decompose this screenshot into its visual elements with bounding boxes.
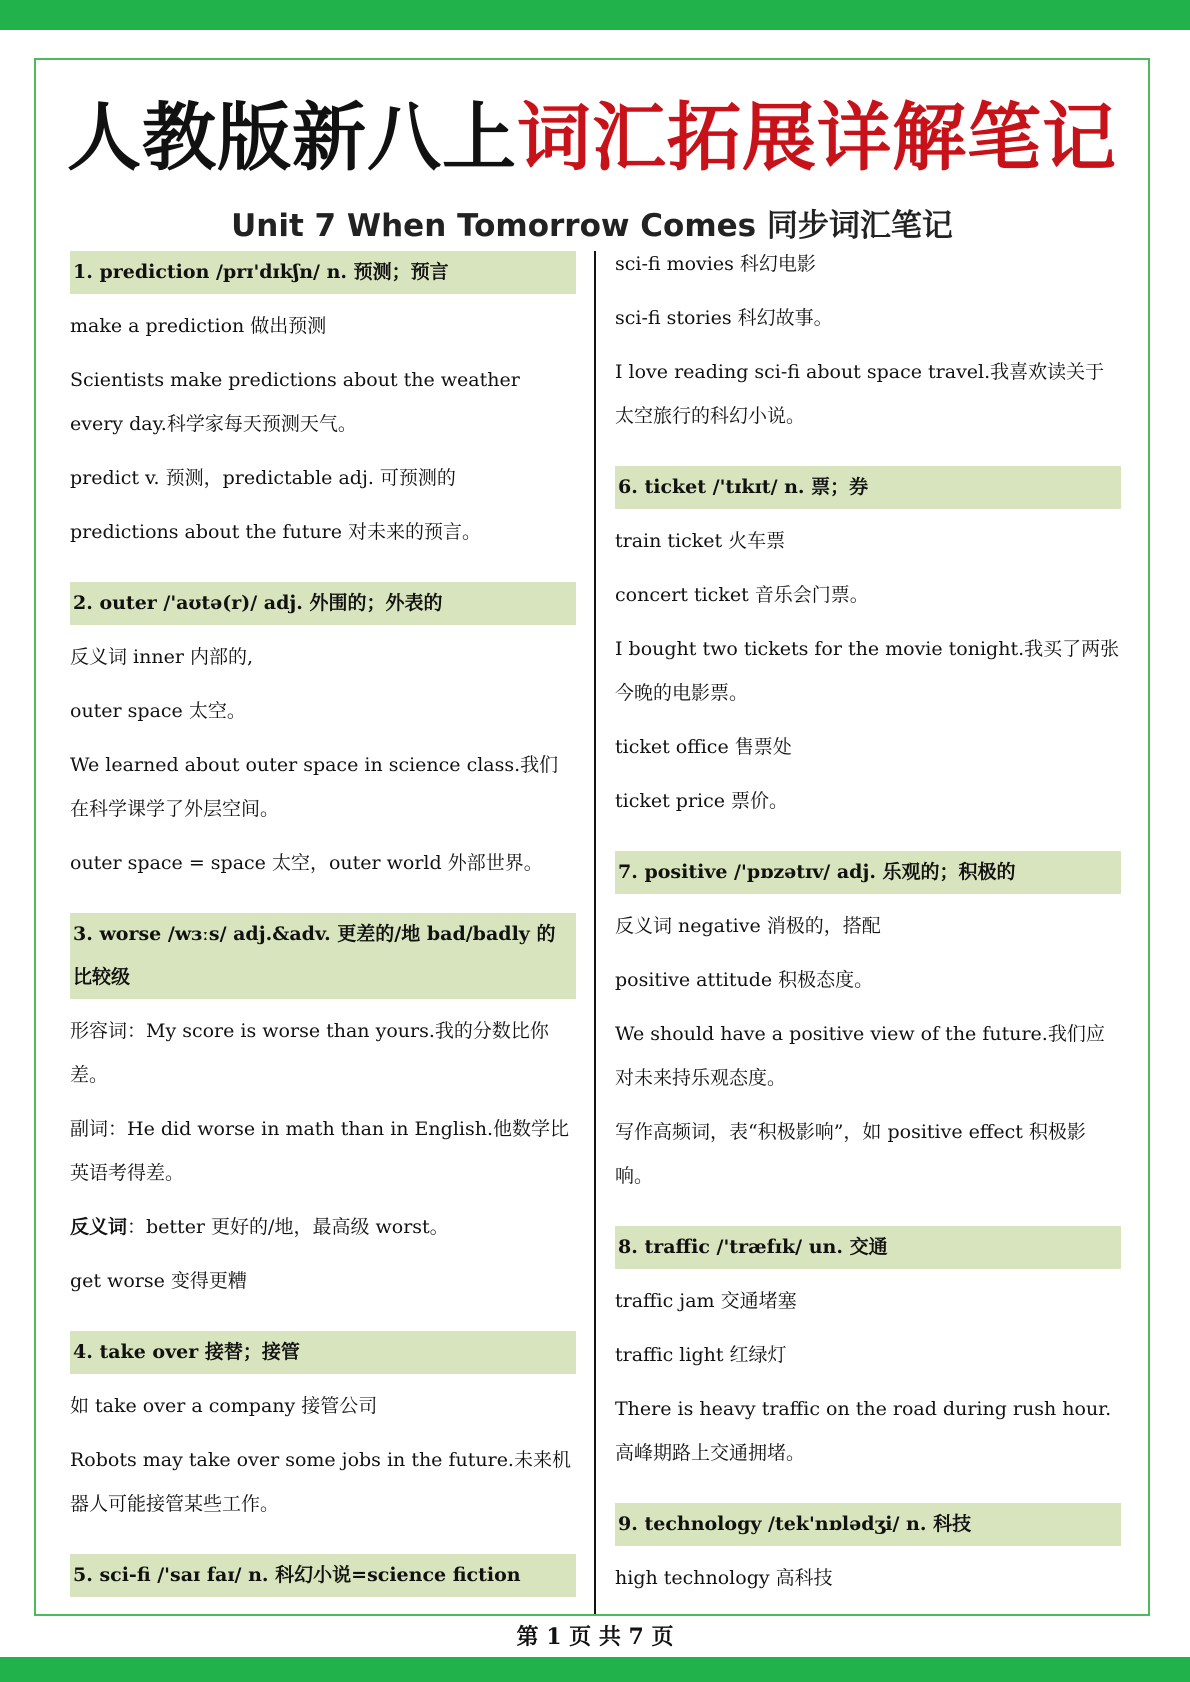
vocab-heading: 5. sci-fi /'saɪ faɪ/ n. 科幻小说=science fiction <box>70 1554 576 1597</box>
vocab-heading: 8. traffic /'træfɪk/ un. 交通 <box>615 1226 1121 1269</box>
note-line: sci-fi movies 科幻电影 <box>615 253 816 275</box>
note-line: traffic light 红绿灯 <box>615 1344 787 1366</box>
column-divider <box>594 251 596 1614</box>
note-line: We learned about outer space in science class.我们在科学课学了外层空间。 <box>70 754 559 820</box>
note-line: concert ticket 音乐会门票。 <box>615 584 869 606</box>
page-title <box>34 88 1150 188</box>
note-line: 如 take over a company 接管公司 <box>70 1395 378 1417</box>
note-line: 反义词 inner 内部的, <box>70 646 253 668</box>
note-line: We should have a positive view of the future.我们应对未来持乐观态度。 <box>615 1023 1105 1089</box>
note-line: 反义词 negative 消极的，搭配 <box>615 915 881 937</box>
note-line: high technology 高科技 <box>615 1567 833 1589</box>
note-line: outer space = space 太空，outer world 外部世界。 <box>70 852 543 874</box>
vocab-heading: 7. positive /'pɒzətɪv/ adj. 乐观的；积极的 <box>615 851 1121 894</box>
vocab-heading: 3. worse /wɜːs/ adj.&adv. 更差的/地 bad/badly 的比较级 <box>70 913 576 999</box>
vocab-heading: 9. technology /tek'nɒlədʒi/ n. 科技 <box>615 1503 1121 1546</box>
top-green-bar <box>0 0 1190 30</box>
page-number: 第 1 页 共 7 页 <box>516 1624 674 1650</box>
note-line: get worse 变得更糟 <box>70 1270 247 1292</box>
note-line: traffic jam 交通堵塞 <box>615 1290 797 1312</box>
note-line: make a prediction 做出预测 <box>70 315 327 337</box>
note-line: predictions about the future 对未来的预言。 <box>70 521 482 543</box>
page-subtitle: Unit 7 When Tomorrow Comes 同步词汇笔记 <box>231 208 953 244</box>
title-black-part: 人教版新八上 <box>67 95 517 181</box>
note-line: train ticket 火车票 <box>615 530 786 552</box>
vocab-heading: 2. outer /'aʊtə(r)/ adj. 外围的；外表的 <box>70 582 576 625</box>
note-line: outer space 太空。 <box>70 700 246 722</box>
note-line: Scientists make predictions about the weather every day.科学家每天预测天气。 <box>70 369 520 435</box>
note-line: 形容词：My score is worse than yours.我的分数比你差。 <box>70 1020 549 1086</box>
left-column <box>70 251 576 1597</box>
note-line: 副词：He did worse in math than in English.他数学比英语考得差。 <box>70 1118 570 1184</box>
note-line: 写作高频词，表“积极影响”，如 positive effect 积极影响。 <box>615 1121 1086 1187</box>
note-line: There is heavy traffic on the road during rush hour.高峰期路上交通拥堵。 <box>615 1398 1112 1464</box>
note-line: I love reading sci-fi about space travel.我喜欢读关于太空旅行的科幻小说。 <box>615 361 1105 427</box>
note-line: Robots may take over some jobs in the future.未来机器人可能接管某些工作。 <box>70 1449 571 1515</box>
right-column <box>615 242 1121 1600</box>
note-line: predict v. 预测，predictable adj. 可预测的 <box>70 467 456 489</box>
vocab-heading: 1. prediction /prɪ'dɪkʃn/ n. 预测；预言 <box>70 251 576 294</box>
note-line: ticket price 票价。 <box>615 790 789 812</box>
note-line <box>70 1205 576 1249</box>
vocab-heading: 6. ticket /'tɪkɪt/ n. 票；券 <box>615 466 1121 509</box>
note-line: ticket office 售票处 <box>615 736 792 758</box>
title-red-part: 词汇拓展详解笔记 <box>517 95 1117 181</box>
bold-label: 反义词 <box>70 1216 128 1238</box>
note-line: positive attitude 积极态度。 <box>615 969 874 991</box>
note-line: I bought two tickets for the movie tonight.我买了两张今晚的电影票。 <box>615 638 1120 704</box>
vocab-heading: 4. take over 接替；接管 <box>70 1331 576 1374</box>
note-text: ：better 更好的/地，最高级 worst。 <box>127 1216 449 1238</box>
note-line: sci-fi stories 科幻故事。 <box>615 307 833 329</box>
bottom-green-bar <box>0 1657 1190 1682</box>
